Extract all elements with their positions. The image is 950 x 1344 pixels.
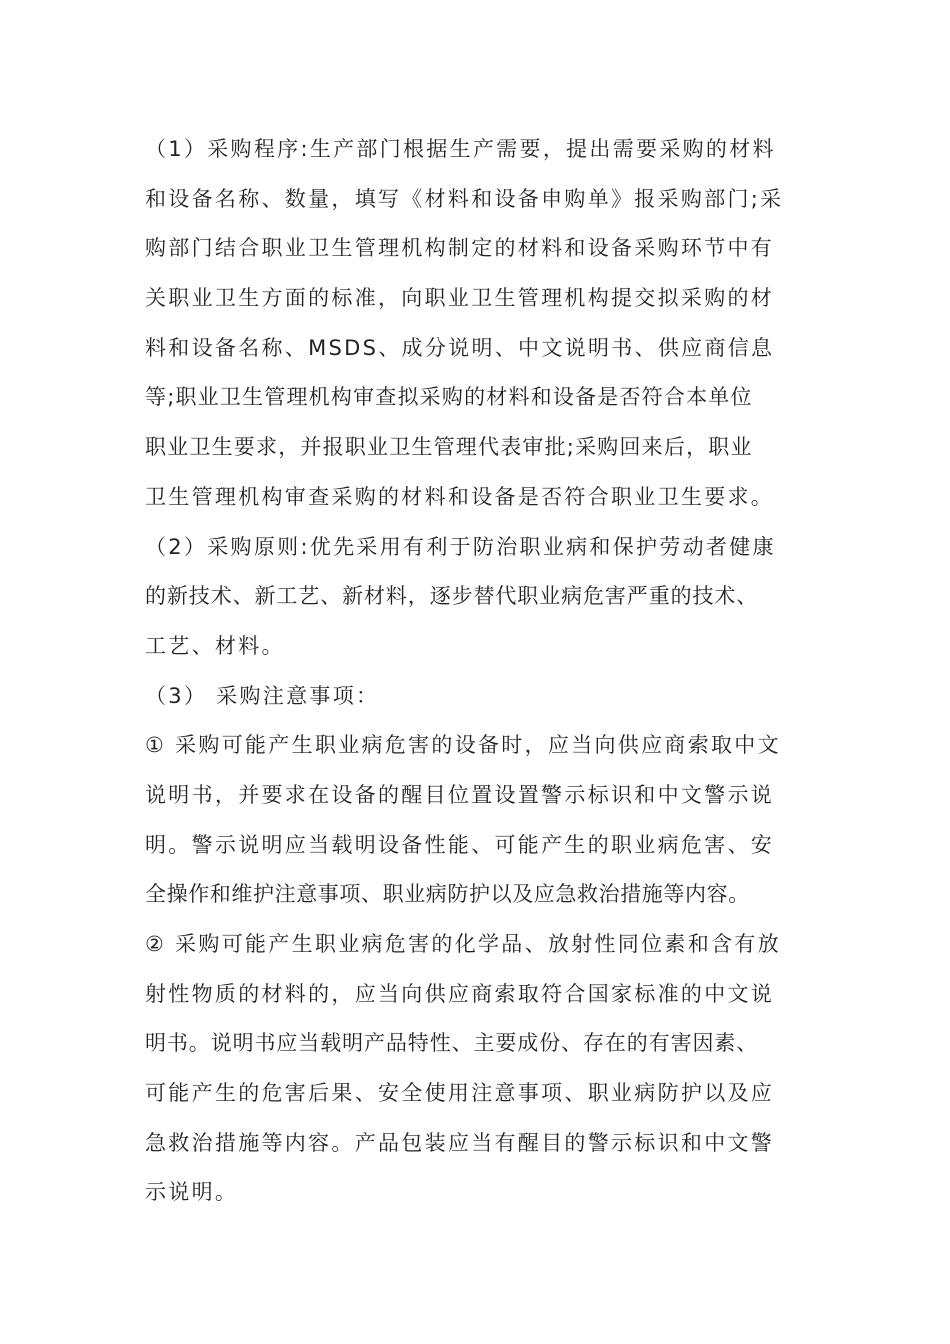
text-line: 急救治措施等内容。产品包装应当有醒目的警示标识和中文警 [145, 1130, 775, 1155]
text-line: 的新技术、新工艺、新材料，逐步替代职业病危害严重的技术、 [145, 584, 759, 609]
text-line: 购部门结合职业卫生管理机构制定的材料和设备采购环节中有 [145, 236, 775, 261]
text-line: 关职业卫生方面的标准，向职业卫生管理机构提交拟采购的材 [145, 286, 775, 311]
text-line: 说明书，并要求在设备的醒目位置设置警示标识和中文警示说 [145, 782, 775, 807]
text-line: ② 采购可能产生职业病危害的化学品、放射性同位素和含有放 [145, 932, 781, 956]
text-line: （2）采购原则:优先采用有利于防治职业病和保护劳动者健康 [145, 534, 776, 559]
text-line: 射性物质的材料的，应当向供应商索取符合国家标准的中文说 [145, 981, 775, 1006]
text-line: 可能产生的危害后果、安全使用注意事项、职业病防护以及应 [145, 1081, 775, 1106]
document-body [145, 125, 810, 1218]
text-line: 全操作和维护注意事项、职业病防护以及应急救治措施等内容。 [145, 882, 750, 907]
text-line: 明书。说明书应当载明产品特性、主要成份、存在的有害因素、 [145, 1031, 759, 1056]
text-line: 卫生管理机构审查采购的材料和设备是否符合职业卫生要求。 [145, 484, 775, 509]
text-line: （1）采购程序:生产部门根据生产需要，提出需要采购的材料 [145, 137, 776, 161]
text-line: 职业卫生要求，并报职业卫生管理代表审批;采购回来后，职业 [145, 435, 753, 460]
text-line: （3） 采购注意事项： [145, 683, 380, 708]
text-line: ① 采购可能产生职业病危害的设备时，应当向供应商索取中文 [145, 733, 781, 758]
text-line: 示说明。 [145, 1180, 239, 1205]
text-line: 明。警示说明应当载明设备性能、可能产生的职业病危害、安 [145, 832, 775, 857]
text-line: 和设备名称、数量，填写《材料和设备申购单》报采购部门;采 [145, 186, 784, 211]
text-line: 工艺、材料。 [145, 633, 285, 658]
text-line: 等;职业卫生管理机构审查拟采购的材料和设备是否符合本单位 [145, 385, 753, 410]
text-line: 料和设备名称、MSDS、成分说明、中文说明书、供应商信息 [145, 335, 775, 360]
